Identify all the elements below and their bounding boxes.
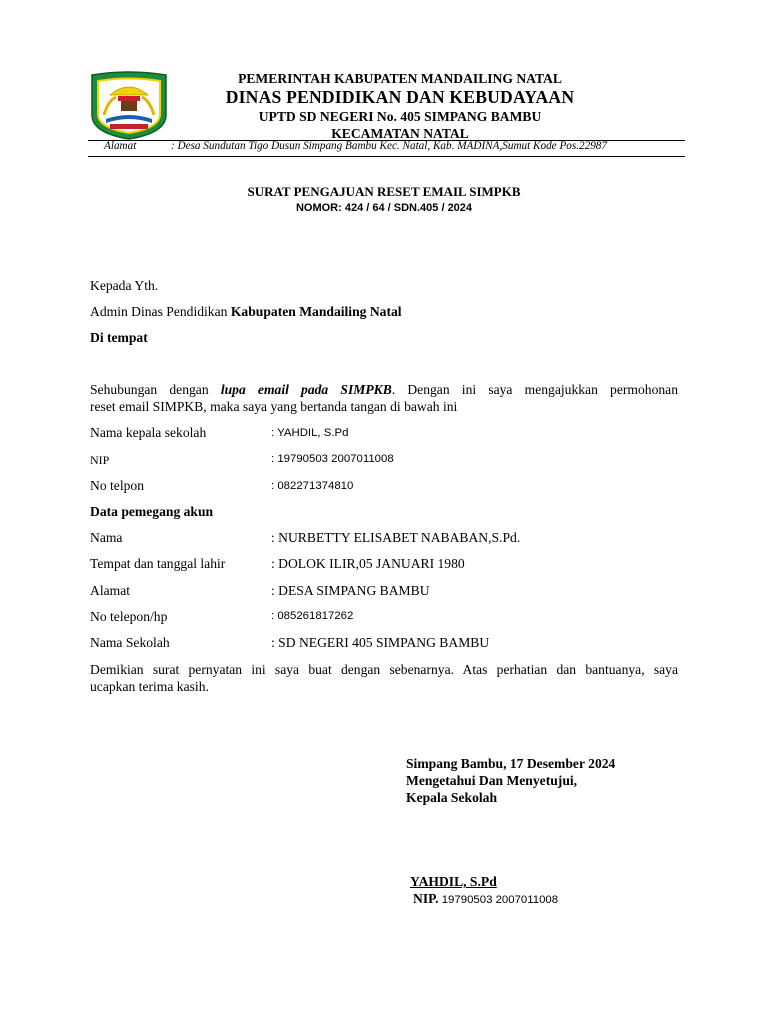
signatory-name: YAHDIL, S.Pd	[410, 874, 497, 889]
address-label: Alamat	[104, 140, 137, 152]
signature-approval: Mengetahui Dan Menyetujui,	[406, 773, 578, 788]
signature-place-date: Simpang Bambu, 17 Desember 2024	[406, 756, 616, 771]
recipient-greeting: Kepada Yth.	[90, 278, 159, 293]
signatory-nip-value: 19790503 2007011008	[438, 894, 559, 906]
account-school-label: Nama Sekolah	[90, 635, 170, 650]
address-value: : Desa Sundutan Tigo Dusun Simpang Bambu Kec. Natal, Kab. MADINA,Sumut Kode Pos.22987	[171, 140, 607, 152]
letter-number: NOMOR: 424 / 64 / SDN.405 / 2024	[295, 202, 473, 214]
intro-paragraph-line-1	[90, 381, 678, 399]
seal-house-roof	[118, 96, 140, 101]
intro-text-3: . Dengan ini saya mengajukkan permohonan	[391, 382, 678, 397]
intro-paragraph-line-2: reset email SIMPKB, maka saya yang bertanda tangan di bawah ini	[90, 399, 458, 414]
head-nip-value: : 19790503 2007011008	[271, 453, 394, 465]
header-line-2: DINAS PENDIDIKAN DAN KEBUDAYAAN	[225, 87, 575, 107]
account-phone-label: No telepon/hp	[90, 609, 168, 624]
recipient-office: Admin Dinas Pendidikan	[90, 304, 231, 319]
closing-line-1: Demikian surat pernyatan ini saya buat dengan sebenarnya. Atas perhatian dan bantuanya, saya	[90, 662, 678, 677]
recipient-place: Di tempat	[90, 330, 148, 345]
header-line-4: KECAMATAN NATAL	[331, 126, 469, 141]
header-line-3: UPTD SD NEGERI No. 405 SIMPANG BAMBU	[258, 109, 542, 124]
header-line-1: PEMERINTAH KABUPATEN MANDAILING NATAL	[238, 71, 562, 86]
head-name-label: Nama kepala sekolah	[90, 425, 207, 440]
account-address-label: Alamat	[90, 583, 131, 598]
account-birth-label: Tempat dan tanggal lahir	[90, 556, 226, 571]
head-nip-label: NIP	[90, 453, 110, 467]
letterhead-rule-bottom	[88, 156, 685, 157]
account-phone-value: : 085261817262	[271, 610, 354, 622]
letter-title: SURAT PENGAJUAN RESET EMAIL SIMPKB	[247, 184, 521, 199]
account-birth-value: : DOLOK ILIR,05 JANUARI 1980	[271, 556, 465, 571]
signatory-nip-label: NIP.	[413, 891, 439, 906]
intro-text-emphasis: lupa email pada SIMPKB	[220, 382, 392, 397]
recipient-line	[90, 304, 402, 320]
intro-text-1: Sehubungan dengan	[90, 382, 221, 397]
account-school-value: : SD NEGERI 405 SIMPANG BAMBU	[271, 635, 490, 650]
head-name-value: : YAHDIL, S.Pd	[271, 427, 349, 439]
head-phone-value: : 082271374810	[271, 480, 354, 492]
account-name-label: Nama	[90, 530, 123, 545]
closing-line-2: ucapkan terima kasih.	[90, 679, 209, 694]
seal-ribbon	[110, 124, 148, 129]
seal-house-body	[121, 101, 137, 111]
head-phone-label: No telpon	[90, 478, 144, 493]
account-heading: Data pemegang akun	[90, 504, 214, 519]
account-address-value: : DESA SIMPANG BAMBU	[271, 583, 430, 598]
signatory-nip	[413, 890, 558, 908]
recipient-regency: Kabupaten Mandailing Natal	[230, 304, 402, 319]
account-name-value: : NURBETTY ELISABET NABABAN,S.Pd.	[271, 530, 521, 545]
signature-role: Kepala Sekolah	[406, 790, 498, 805]
